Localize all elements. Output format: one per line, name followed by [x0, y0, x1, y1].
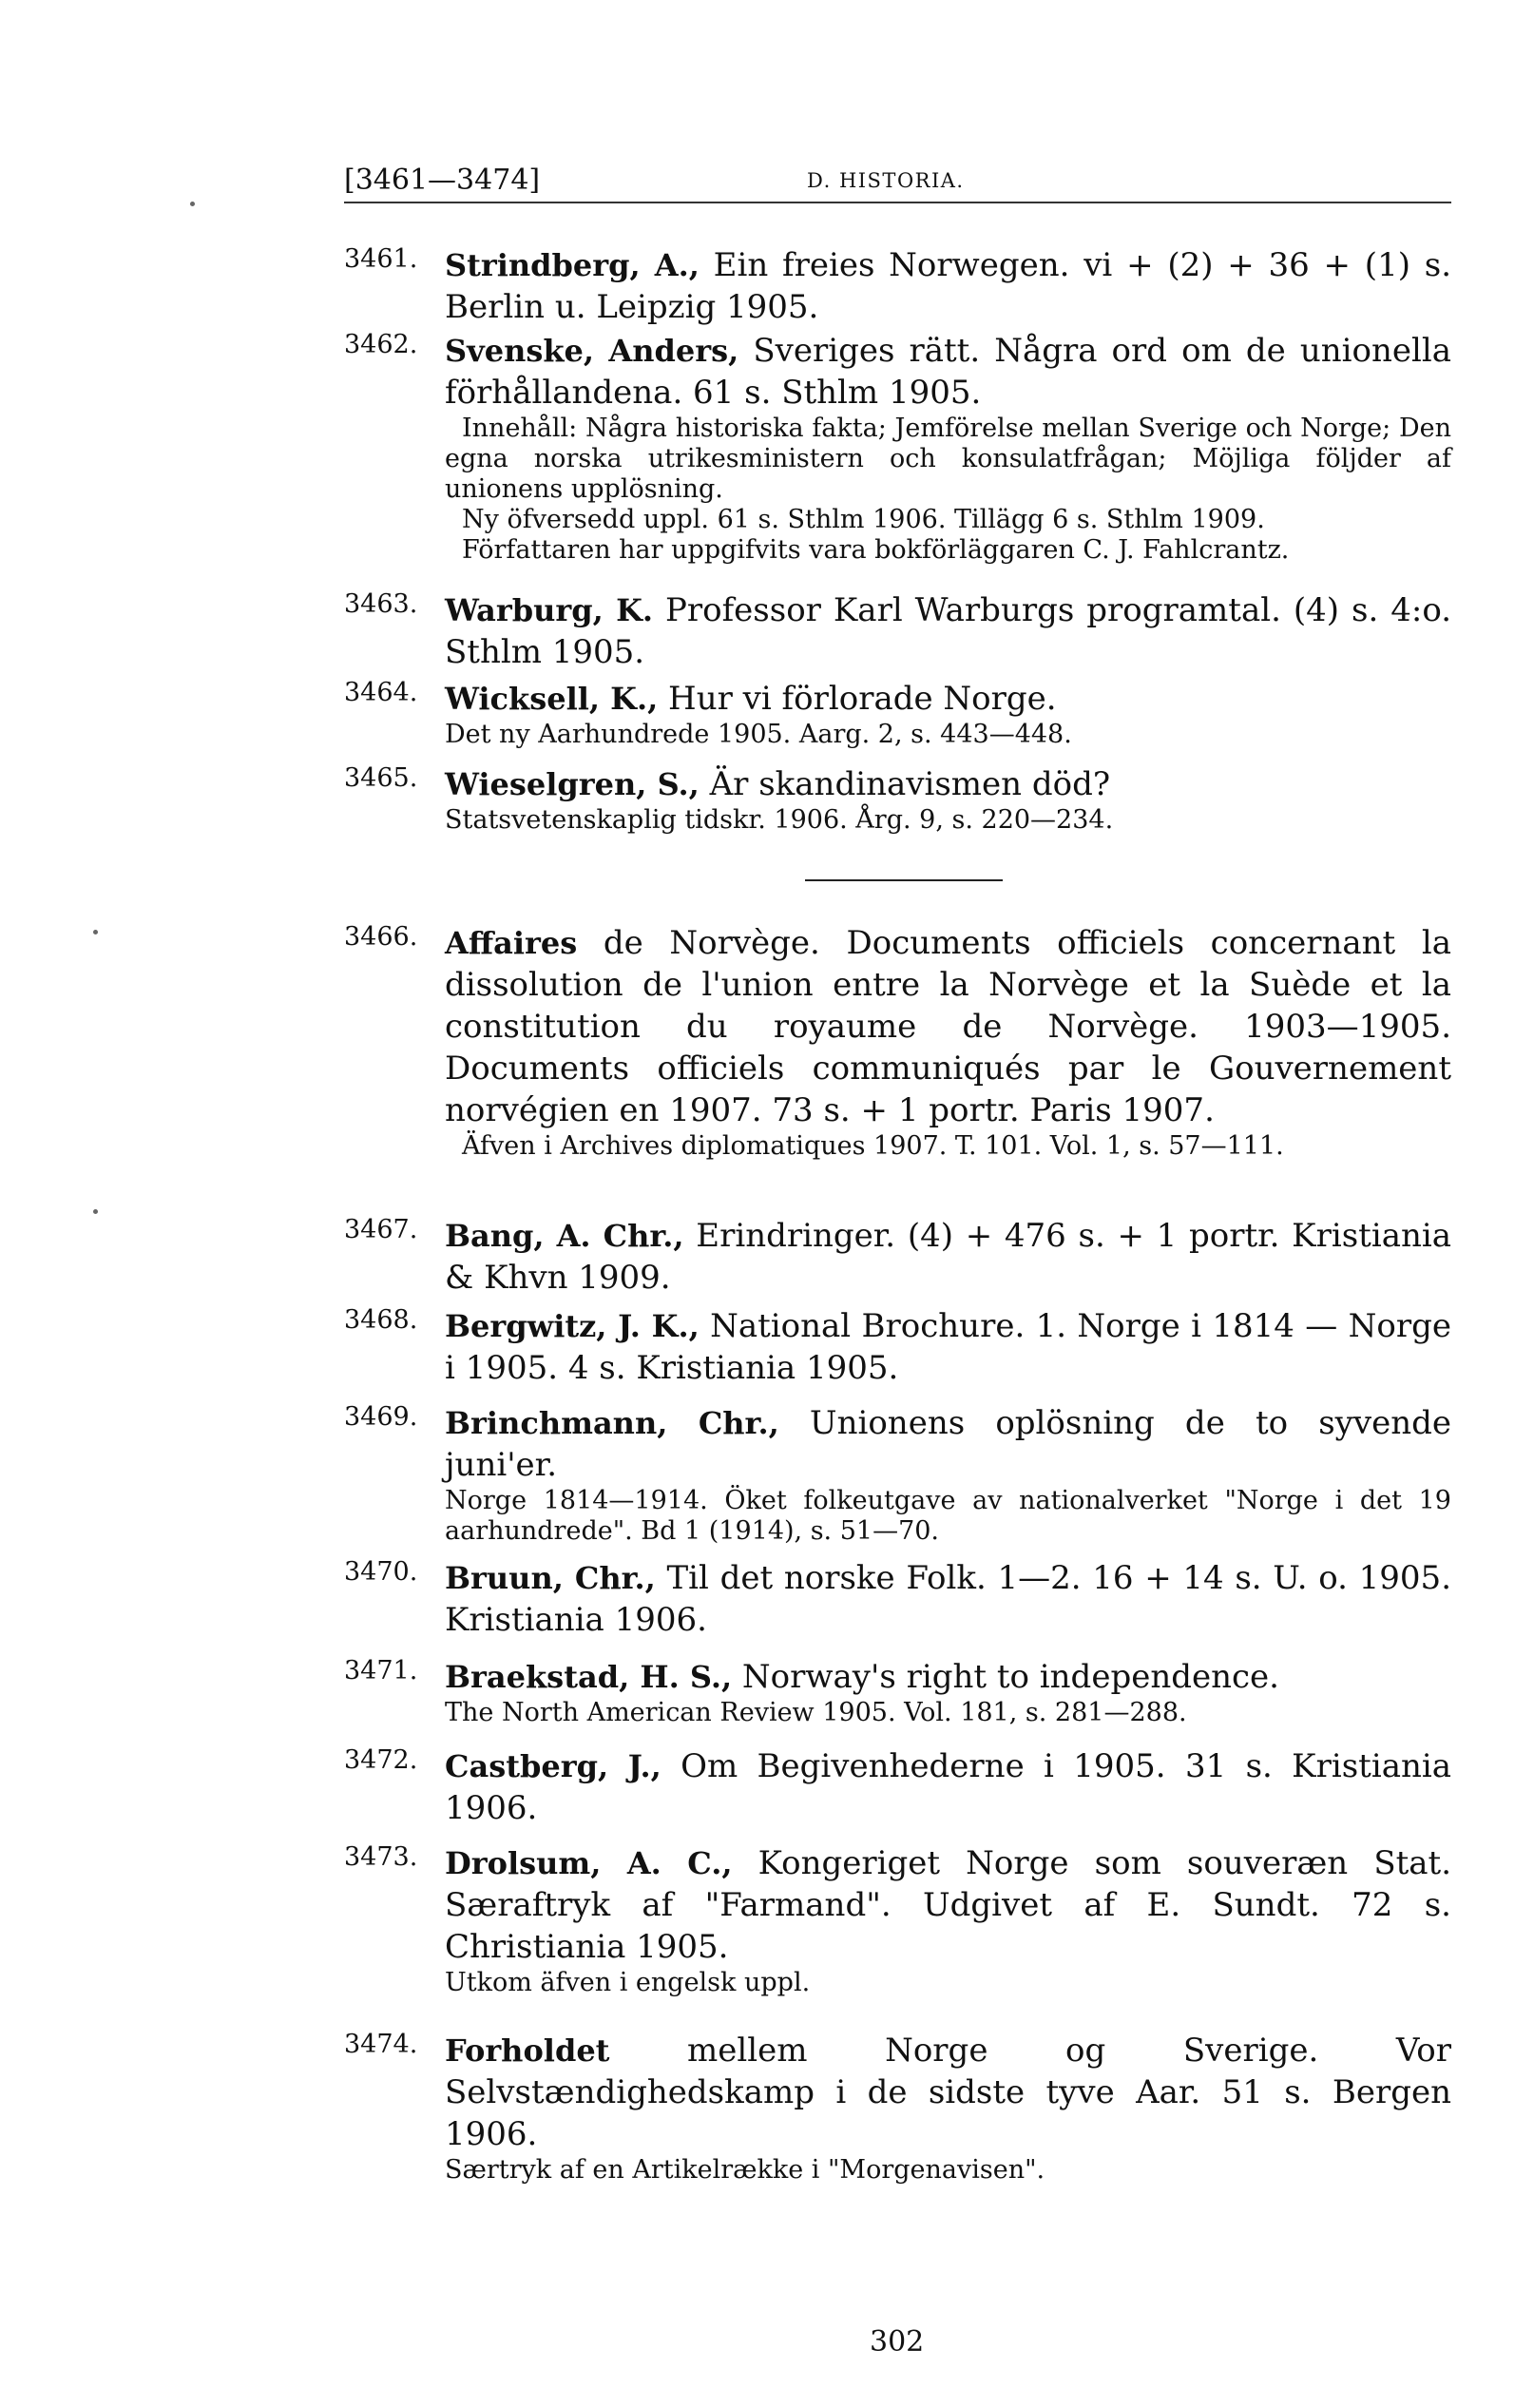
entry-author: Bang, A. Chr., [445, 1218, 684, 1254]
entry-range: [3461—3474] [344, 164, 541, 197]
section-divider [805, 879, 1003, 881]
entry-number: 3466. [344, 922, 418, 952]
entry-number: 3470. [344, 1557, 418, 1587]
entry-number: 3463. [344, 589, 418, 619]
entry-author: Forholdet [445, 2032, 610, 2069]
entry-number: 3462. [344, 330, 418, 359]
scan-speck [93, 1209, 98, 1214]
entry-author: Strindberg, A., [445, 247, 700, 283]
entry-text: mellem Norge og Sverige. Vor Selvstændighedskamp i de sidste tyve Aar. 51 s. Bergen 1906. [445, 2032, 1451, 2153]
entry-author: Brinchmann, Chr., [445, 1405, 779, 1441]
entry-author: Wicksell, K., [445, 681, 659, 717]
entry-note: Statsvetenskaplig tidskr. 1906. Årg. 9, s. 220—234. [445, 805, 1114, 835]
entry-number: 3468. [344, 1305, 418, 1335]
entry-note: Ny öfversedd uppl. 61 s. Sthlm 1906. Tillägg 6 s. Sthlm 1909. [462, 505, 1265, 534]
entry-author: Bergwitz, J. K., [445, 1308, 700, 1344]
entry-text: Norway's right to independence. [732, 1658, 1279, 1696]
entry-text: Til det norske Folk. 1—2. 16 + 14 s. U. o. 1905. Kristiania 1906. [445, 1559, 1451, 1639]
entry-text: Sveriges rätt. Några ord om de unionella förhållandena. 61 s. Sthlm 1905. [445, 332, 1452, 412]
entry-text: Hur vi förlorade Norge. [658, 680, 1057, 718]
page-header [344, 164, 1451, 203]
entry-author: Svenske, Anders, [445, 333, 739, 369]
scan-speck [190, 202, 195, 206]
entry-note: Äfven i Archives diplomatiques 1907. T. 101. Vol. 1, s. 57—111. [462, 1131, 1284, 1161]
entry-author: Affaires [445, 925, 578, 961]
entry-note: Utkom äfven i engelsk uppl. [445, 1968, 811, 1997]
section-title: D. HISTORIA. [807, 169, 965, 192]
entry-note: Innehåll: Några historiska fakta; Jemförelse mellan Sverige och Norge; Den egna norska utrikesministern och konsulatfrågan; Möjliga följder af unionens upplösning. [445, 414, 1451, 504]
entry-author: Bruun, Chr., [445, 1560, 656, 1596]
entry-author: Drolsum, A. C., [445, 1845, 733, 1881]
entry-author: Castberg, J., [445, 1748, 662, 1784]
entry-number: 3474. [344, 2030, 418, 2059]
entry-text: Professor Karl Warburgs programtal. (4) s. 4:o. Sthlm 1905. [445, 591, 1451, 671]
entry-number: 3467. [344, 1215, 418, 1244]
scan-speck [93, 930, 98, 934]
entry-note: Det ny Aarhundrede 1905. Aarg. 2, s. 443—448. [445, 720, 1072, 749]
entry-number: 3472. [344, 1745, 418, 1775]
entry-number: 3469. [344, 1402, 418, 1432]
entry-text: Erindringer. (4) + 476 s. + 1 portr. Kristiania & Khvn 1909. [445, 1217, 1452, 1297]
entry-author: Warburg, K. [445, 592, 654, 628]
entry-text: Är skandinavismen död? [699, 765, 1111, 803]
entry-author: Braekstad, H. S., [445, 1659, 733, 1695]
entry-text: Kongeriget Norge som souveræn Stat. Særaftryk af "Farmand". Udgivet af E. Sundt. 72 s. Christiania 1905. [445, 1844, 1452, 1966]
entry-number: 3471. [344, 1656, 418, 1686]
entry-note: Særtryk af en Artikelrække i "Morgenavisen". [445, 2155, 1045, 2185]
entry-text: Unionens oplösning de to syvende juni'er. [445, 1404, 1452, 1484]
entry-author: Wieselgren, S., [445, 766, 700, 802]
entry-number: 3461. [344, 244, 418, 274]
page-number: 302 [870, 2325, 925, 2359]
entry-text: National Brochure. 1. Norge i 1814 — Norge i 1905. 4 s. Kristiania 1905. [445, 1307, 1451, 1387]
entry-note: Författaren har uppgifvits vara bokförläggaren C. J. Fahlcrantz. [462, 535, 1290, 565]
entry-number: 3464. [344, 678, 418, 707]
entry-text: Ein freies Norwegen. vi + (2) + 36 + (1) s. Berlin u. Leipzig 1905. [445, 246, 1451, 326]
entry-note: Norge 1814—1914. Öket folkeutgave av nationalverket "Norge i det 19 aarhundrede". Bd 1 (1914), s. 51—70. [445, 1486, 1451, 1546]
entry-text: de Norvège. Documents officiels concernant la dissolution de l'union entre la Norvège et la Suède et la constitution du royaume de Norvège. 1903—1905. Documents officiels communiqués par le Gouvernement norvégien en 1907. 73 s. + 1 portr. Paris 1907. [445, 924, 1451, 1129]
entry-number: 3465. [344, 763, 418, 793]
entry-number: 3473. [344, 1842, 418, 1872]
entry-text: Om Begivenhederne i 1905. 31 s. Kristiania 1906. [445, 1747, 1452, 1827]
entry-note: The North American Review 1905. Vol. 181, s. 281—288. [445, 1698, 1187, 1727]
